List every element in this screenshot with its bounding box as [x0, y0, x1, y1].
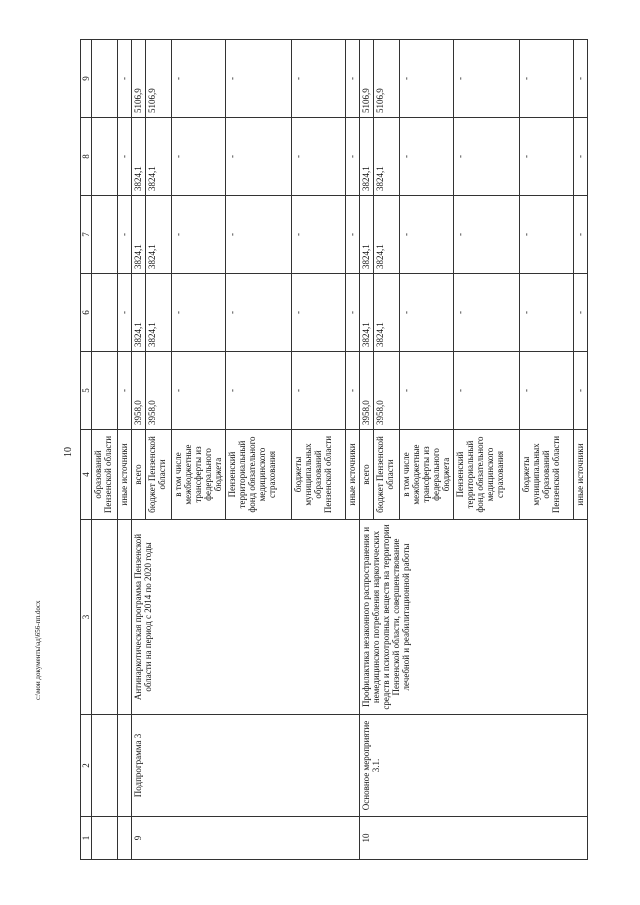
row-number: 10 — [360, 817, 588, 860]
source-label: Пензенский территориальный фонд обязательного медицинского страхования — [454, 430, 520, 520]
value-cell: - — [400, 352, 454, 430]
financing-table-sheet — [80, 40, 615, 860]
row9-source-row — [132, 40, 146, 860]
header-row — [81, 40, 92, 860]
program-name: Подпрограмма 3 — [132, 715, 360, 817]
value-cell: - — [118, 118, 132, 196]
source-label: всего — [360, 430, 374, 520]
value-cell: - — [454, 118, 520, 196]
header-col-7: 7 — [81, 196, 92, 274]
header-col-4: 4 — [81, 430, 92, 520]
value-cell: - — [118, 352, 132, 430]
value-cell: - — [292, 274, 346, 352]
value-cell: 3824,1 — [374, 118, 400, 196]
value-cell: - — [400, 40, 454, 118]
footer-file-path: c:\мои документы\ад\656-пп.docx — [34, 600, 42, 700]
value-cell: - — [400, 118, 454, 196]
value-cell: 3958,0 — [360, 352, 374, 430]
value-cell: - — [574, 40, 588, 118]
value-cell: - — [172, 352, 226, 430]
value-cell: 3824,1 — [132, 118, 146, 196]
value-cell: - — [292, 118, 346, 196]
source-label: бюджет Пензенской области — [374, 430, 400, 520]
header-col-6: 6 — [81, 274, 92, 352]
source-label: бюджет Пензенской области — [146, 430, 172, 520]
row-number: 9 — [132, 817, 360, 860]
header-col-8: 8 — [81, 118, 92, 196]
value-cell: 3824,1 — [146, 196, 172, 274]
value-cell: - — [520, 40, 574, 118]
source-label: всего — [132, 430, 146, 520]
continuation-row-municipal — [92, 40, 118, 860]
value-cell: - — [172, 40, 226, 118]
source-label: иные источники — [346, 430, 360, 520]
header-col-5: 5 — [81, 352, 92, 430]
value-cell: - — [346, 274, 360, 352]
value-cell: 3824,1 — [360, 118, 374, 196]
value-cell: - — [292, 352, 346, 430]
value-cell: - — [346, 196, 360, 274]
program-name: Основное мероприятие 3.1. — [360, 715, 588, 817]
value-cell: 3958,0 — [146, 352, 172, 430]
value-cell: - — [118, 274, 132, 352]
value-cell: - — [346, 40, 360, 118]
value-cell: - — [574, 352, 588, 430]
value-cell: 5106,9 — [132, 40, 146, 118]
value-cell: - — [226, 274, 292, 352]
value-cell: - — [520, 196, 574, 274]
value-cell: - — [346, 118, 360, 196]
header-col-3: 3 — [81, 520, 92, 715]
source-label: образований Пензенской области — [92, 430, 118, 520]
value-cell: 3824,1 — [360, 196, 374, 274]
value-cell: - — [226, 196, 292, 274]
source-label: Пензенский территориальный фонд обязательного медицинского страхования — [226, 430, 292, 520]
value-cell: - — [400, 274, 454, 352]
value-cell: - — [172, 118, 226, 196]
source-label: бюджеты муниципальных образований Пензенской области — [520, 430, 574, 520]
value-cell: - — [454, 40, 520, 118]
value-cell: - — [574, 118, 588, 196]
value-cell: - — [454, 196, 520, 274]
value-cell: - — [118, 40, 132, 118]
value-cell: 3958,0 — [374, 352, 400, 430]
value-cell: - — [454, 352, 520, 430]
program-title: Антинаркотическая программа Пензенской области на период с 2014 по 2020 годы — [132, 520, 360, 715]
value-cell: 3824,1 — [374, 274, 400, 352]
value-cell: 3824,1 — [360, 274, 374, 352]
source-label: в том числе межбюджетные трансферты из федерального бюджета — [172, 430, 226, 520]
value-cell: - — [520, 352, 574, 430]
value-cell: - — [118, 196, 132, 274]
source-label: в том числе межбюджетные трансферты из федерального бюджета — [400, 430, 454, 520]
value-cell: - — [520, 274, 574, 352]
value-cell: 3824,1 — [374, 196, 400, 274]
value-cell: - — [226, 118, 292, 196]
value-cell: - — [292, 40, 346, 118]
value-cell: - — [292, 196, 346, 274]
value-cell: 3824,1 — [132, 274, 146, 352]
value-cell: - — [226, 40, 292, 118]
value-cell: - — [574, 274, 588, 352]
source-label: бюджеты муниципальных образований Пензенской области — [292, 430, 346, 520]
header-col-9: 9 — [81, 40, 92, 118]
value-cell: 3824,1 — [132, 196, 146, 274]
source-label: иные источники — [118, 430, 132, 520]
source-label: иные источники — [574, 430, 588, 520]
page-number: 10 — [63, 447, 74, 457]
value-cell: 5106,9 — [374, 40, 400, 118]
value-cell: - — [172, 196, 226, 274]
value-cell: - — [346, 352, 360, 430]
value-cell: - — [574, 196, 588, 274]
value-cell: 5106,9 — [146, 40, 172, 118]
program-title: Профилактика незаконного распространения и немедицинского потребления наркотических средств и психотропных веществ на территории Пензенской области, совершенствование лечебной и реабилитационной работы — [360, 520, 588, 715]
value-cell: - — [226, 352, 292, 430]
value-cell: 5106,9 — [360, 40, 374, 118]
header-col-1: 1 — [81, 817, 92, 860]
value-cell: 3824,1 — [146, 118, 172, 196]
header-col-2: 2 — [81, 715, 92, 817]
value-cell: - — [172, 274, 226, 352]
value-cell: 3958,0 — [132, 352, 146, 430]
value-cell: - — [400, 196, 454, 274]
value-cell: - — [454, 274, 520, 352]
row10-source-row — [360, 40, 374, 860]
financing-table — [80, 39, 588, 860]
value-cell: 3824,1 — [146, 274, 172, 352]
continuation-row-other — [118, 40, 132, 860]
value-cell: - — [520, 118, 574, 196]
